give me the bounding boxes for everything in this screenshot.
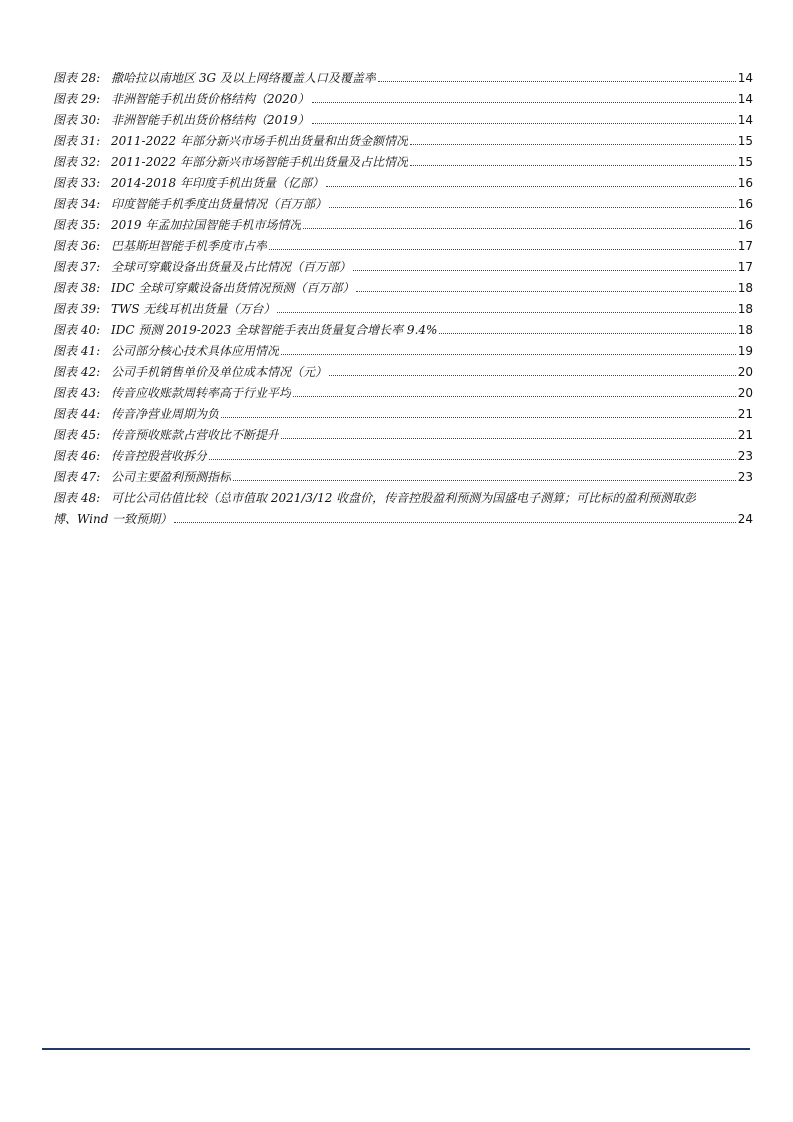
leader-dots	[439, 333, 735, 334]
leader-dots	[410, 144, 736, 145]
toc-entry-title: 公司手机销售单价及单位成本情况（元）	[111, 365, 328, 379]
toc-entry-title: 非洲智能手机出货价格结构（2019）	[111, 113, 310, 127]
leader-dots	[353, 270, 736, 271]
toc-entry-label: 图表 28:	[53, 71, 101, 85]
toc-entry-page: 15	[737, 155, 753, 169]
leader-dots	[410, 165, 736, 166]
toc-entry-page: 21	[737, 428, 753, 442]
toc-entry-title: 公司部分核心技术具体应用情况	[111, 344, 280, 358]
toc-entry-title: 非洲智能手机出货价格结构（2020）	[111, 92, 310, 106]
leader-dots	[329, 207, 736, 208]
toc-entry-label: 图表 45:	[53, 428, 101, 442]
toc-entry-page: 14	[737, 71, 753, 85]
leader-dots	[269, 249, 736, 250]
toc-entry[interactable]	[53, 215, 753, 236]
toc-entry-title: IDC 全球可穿戴设备出货情况预测（百万部）	[111, 281, 355, 295]
toc-entry-label: 图表 37:	[53, 260, 101, 274]
toc-entry-page: 19	[737, 344, 753, 358]
leader-dots	[326, 186, 736, 187]
toc-entry-label: 图表 31:	[53, 134, 101, 148]
toc-entry-title: 传音应收账款周转率高于行业平均	[111, 386, 292, 400]
toc-entry-page: 16	[737, 197, 753, 211]
toc-entry-title: 可比公司估值比较（总市值取 2021/3/12 收盘价，传音控股盈利预测为国盛电子测算；可比标的盈利预测取彭	[111, 491, 697, 505]
toc-entry-page: 15	[737, 134, 753, 148]
toc-entry-page: 20	[737, 386, 753, 400]
toc-entry[interactable]	[53, 320, 753, 341]
toc-entry-label: 图表 35:	[53, 218, 101, 232]
toc-entry[interactable]	[53, 425, 753, 446]
toc-entry-page: 16	[737, 176, 753, 190]
toc-entry-title: IDC 预测 2019-2023 全球智能手表出货量复合增长率 9.4%	[111, 323, 438, 337]
toc-entry-title: 2014-2018 年印度手机出货量（亿部）	[111, 176, 324, 190]
toc-entry-title: 巴基斯坦智能手机季度市占率	[111, 239, 268, 253]
table-of-figures	[53, 68, 753, 530]
toc-entry[interactable]	[53, 236, 753, 257]
toc-entry-label: 图表 30:	[53, 113, 101, 127]
leader-dots	[303, 228, 735, 229]
toc-entry[interactable]	[53, 383, 753, 404]
toc-entry-label: 图表 48:	[53, 491, 101, 505]
leader-dots	[277, 312, 735, 313]
toc-entry[interactable]	[53, 446, 753, 467]
leader-dots	[233, 480, 736, 481]
toc-entry-label: 图表 46:	[53, 449, 101, 463]
toc-entry[interactable]	[53, 488, 753, 530]
toc-entry[interactable]	[53, 194, 753, 215]
toc-entry[interactable]	[53, 404, 753, 425]
footer-rule	[42, 1048, 750, 1050]
toc-entry-title: TWS 无线耳机出货量（万台）	[111, 302, 276, 316]
toc-entry-page: 23	[737, 449, 753, 463]
toc-entry-page: 14	[737, 113, 753, 127]
toc-entry-label: 图表 36:	[53, 239, 101, 253]
toc-entry-title-continued: 博、Wind 一致预期）	[53, 512, 173, 526]
toc-entry-label: 图表 42:	[53, 365, 101, 379]
toc-entry-title: 撒哈拉以南地区 3G 及以上网络覆盖人口及覆盖率	[111, 71, 376, 85]
toc-entry-page: 17	[737, 260, 753, 274]
toc-entry[interactable]	[53, 131, 753, 152]
toc-entry-title: 2019 年孟加拉国智能手机市场情况	[111, 218, 302, 232]
toc-entry-title: 2011-2022 年部分新兴市场手机出货量和出货金额情况	[111, 134, 408, 148]
toc-entry-label: 图表 40:	[53, 323, 101, 337]
leader-dots	[312, 102, 736, 103]
toc-entry-title: 全球可穿戴设备出货量及占比情况（百万部）	[111, 260, 352, 274]
leader-dots	[281, 438, 736, 439]
toc-entry[interactable]	[53, 89, 753, 110]
leader-dots	[378, 81, 736, 82]
toc-entry[interactable]	[53, 299, 753, 320]
toc-entry-label: 图表 43:	[53, 386, 101, 400]
toc-entry-page: 20	[737, 365, 753, 379]
leader-dots	[356, 291, 735, 292]
toc-entry-label: 图表 47:	[53, 470, 101, 484]
toc-entry[interactable]	[53, 278, 753, 299]
toc-entry-title: 传音控股营收拆分	[111, 449, 208, 463]
toc-entry-title: 传音净营业周期为负	[111, 407, 220, 421]
leader-dots	[312, 123, 736, 124]
leader-dots	[281, 354, 736, 355]
leader-dots	[329, 375, 736, 376]
toc-entry-page: 14	[737, 92, 753, 106]
toc-entry-label: 图表 41:	[53, 344, 101, 358]
toc-entry-label: 图表 39:	[53, 302, 101, 316]
toc-entry-page: 18	[737, 281, 753, 295]
toc-entry-page: 18	[737, 323, 753, 337]
toc-entry[interactable]	[53, 68, 753, 89]
toc-entry[interactable]	[53, 341, 753, 362]
toc-entry[interactable]	[53, 467, 753, 488]
toc-entry-title: 公司主要盈利预测指标	[111, 470, 232, 484]
leader-dots	[209, 459, 736, 460]
toc-entry-label: 图表 29:	[53, 92, 101, 106]
toc-entry-label: 图表 44:	[53, 407, 101, 421]
toc-entry-title: 2011-2022 年部分新兴市场智能手机出货量及占比情况	[111, 155, 408, 169]
toc-entry-label: 图表 38:	[53, 281, 101, 295]
toc-entry-title: 传音预收账款占营收比不断提升	[111, 428, 280, 442]
leader-dots	[174, 522, 736, 523]
toc-entry-label: 图表 33:	[53, 176, 101, 190]
toc-entry-page: 24	[737, 512, 753, 526]
toc-entry-page: 16	[737, 218, 753, 232]
leader-dots	[221, 417, 736, 418]
toc-entry-title: 印度智能手机季度出货量情况（百万部）	[111, 197, 328, 211]
toc-entry-page: 23	[737, 470, 753, 484]
leader-dots	[293, 396, 736, 397]
toc-entry[interactable]	[53, 173, 753, 194]
toc-entry[interactable]	[53, 362, 753, 383]
toc-entry-label: 图表 32:	[53, 155, 101, 169]
toc-entry[interactable]	[53, 110, 753, 131]
toc-entry-page: 21	[737, 407, 753, 421]
toc-entry[interactable]	[53, 152, 753, 173]
toc-entry-page: 18	[737, 302, 753, 316]
toc-entry-page: 17	[737, 239, 753, 253]
toc-entry-label: 图表 34:	[53, 197, 101, 211]
toc-entry[interactable]	[53, 257, 753, 278]
